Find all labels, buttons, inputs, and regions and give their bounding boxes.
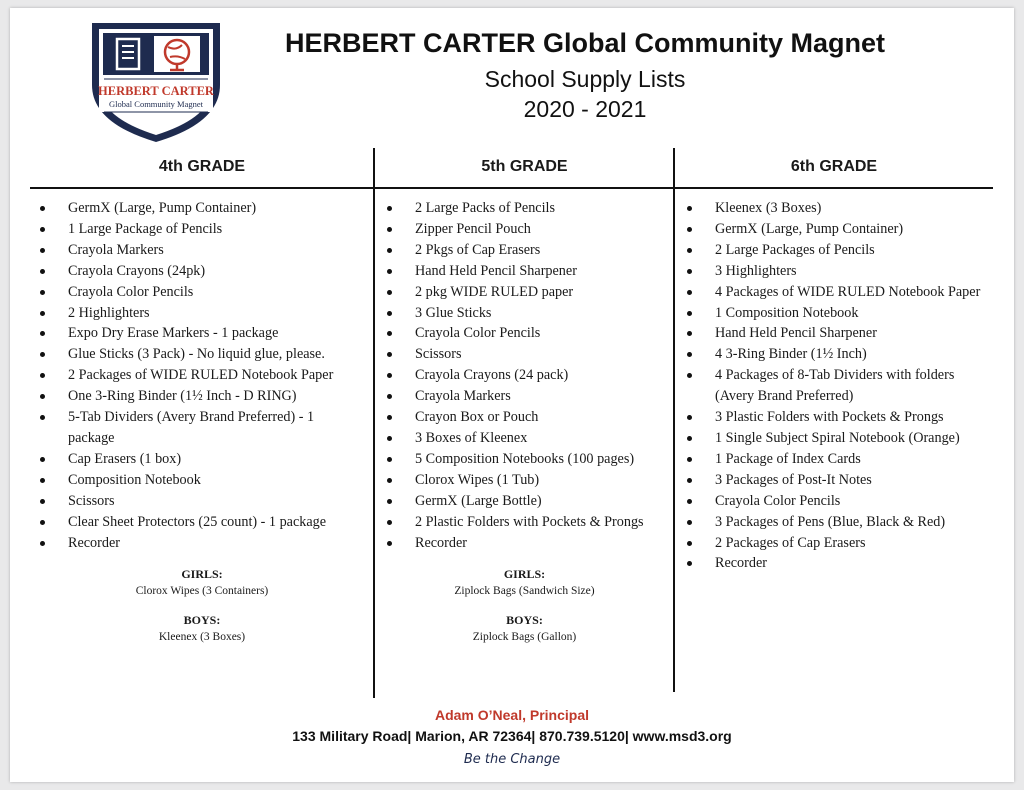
girls-item: Clorox Wipes (3 Containers)	[135, 585, 269, 597]
school-logo	[86, 15, 226, 145]
list-item: Hand Held Pencil Sharpener	[685, 323, 985, 344]
list-item: 4 Packages of 8-Tab Dividers with folders (Avery Brand Preferred)	[685, 365, 985, 407]
list-item: Kleenex (3 Boxes)	[685, 198, 985, 219]
list-item: GermX (Large, Pump Container)	[685, 219, 985, 240]
girls-note-4th	[30, 566, 374, 600]
list-item: Crayola Crayons (24pk)	[38, 261, 358, 282]
list-item: 5 Composition Notebooks (100 pages)	[385, 449, 670, 470]
logo-name-line1: HERBERT CARTER	[98, 84, 214, 98]
school-year: 2020 - 2021	[523, 96, 647, 122]
list-item: Crayola Color Pencils	[38, 282, 358, 303]
boys-note-5th	[375, 612, 674, 646]
list-item: 1 Package of Index Cards	[685, 449, 985, 470]
supply-list-page	[10, 8, 1014, 782]
list-item: 2 Packages of WIDE RULED Notebook Paper	[38, 365, 358, 386]
list-5th-grade	[385, 198, 670, 553]
list-item: 2 Highlighters	[38, 303, 358, 324]
logo-name-line2: Global Community Magnet	[109, 99, 203, 109]
list-item: 2 Large Packs of Pencils	[385, 198, 670, 219]
list-item: GermX (Large Bottle)	[385, 491, 670, 512]
list-item: 2 pkg WIDE RULED paper	[385, 282, 670, 303]
list-item: 3 Highlighters	[685, 261, 985, 282]
list-item: Crayola Markers	[385, 386, 670, 407]
list-item: Scissors	[385, 344, 670, 365]
list-item: 3 Packages of Post-It Notes	[685, 470, 985, 491]
list-item: Recorder	[38, 533, 358, 554]
list-item: Recorder	[685, 553, 985, 574]
list-item: Hand Held Pencil Sharpener	[385, 261, 670, 282]
globe-icon	[154, 36, 200, 72]
list-item: 1 Composition Notebook	[685, 303, 985, 324]
list-item: Clorox Wipes (1 Tub)	[385, 470, 670, 491]
heading-6th-grade: 6th GRADE	[790, 158, 878, 175]
logo-est: EST. 2018	[140, 120, 172, 129]
list-item: Composition Notebook	[38, 470, 358, 491]
list-item: 3 Boxes of Kleenex	[385, 428, 670, 449]
list-item: 1 Single Subject Spiral Notebook (Orange)	[685, 428, 985, 449]
list-item: Crayola Color Pencils	[385, 323, 670, 344]
girls-item: Ziplock Bags (Sandwich Size)	[454, 585, 595, 597]
list-item: Crayola Color Pencils	[685, 491, 985, 512]
list-item: Cap Erasers (1 box)	[38, 449, 358, 470]
list-item: Zipper Pencil Pouch	[385, 219, 670, 240]
school-motto: Be the Change	[463, 752, 561, 767]
principal-name: Adam O’Neal, Principal	[434, 707, 590, 723]
list-item: 2 Packages of Cap Erasers	[685, 533, 985, 554]
list-4th-grade	[38, 198, 358, 553]
girls-label: GIRLS:	[503, 567, 546, 581]
heading-4th-grade: 4th GRADE	[158, 158, 246, 175]
page-subtitle: School Supply Lists	[484, 66, 686, 92]
column-divider-2	[673, 148, 675, 692]
list-item: 4 3-Ring Binder (1½ Inch)	[685, 344, 985, 365]
boys-item: Kleenex (3 Boxes)	[158, 631, 246, 643]
list-item: 3 Packages of Pens (Blue, Black & Red)	[685, 512, 985, 533]
girls-label: GIRLS:	[181, 567, 223, 581]
list-item: Glue Sticks (3 Pack) - No liquid glue, please.	[38, 344, 358, 365]
list-item: 1 Large Package of Pencils	[38, 219, 358, 240]
page-title: HERBERT CARTER Global Community Magnet	[284, 28, 885, 58]
list-item: Crayon Box or Pouch	[385, 407, 670, 428]
list-item: 2 Pkgs of Cap Erasers	[385, 240, 670, 261]
list-item: 3 Plastic Folders with Pockets & Prongs	[685, 407, 985, 428]
list-item: GermX (Large, Pump Container)	[38, 198, 358, 219]
header-divider	[30, 187, 993, 189]
boys-label: BOYS:	[506, 613, 543, 627]
list-item: 2 Plastic Folders with Pockets & Prongs	[385, 512, 670, 533]
list-item: 3 Glue Sticks	[385, 303, 670, 324]
list-item: Expo Dry Erase Markers - 1 package	[38, 323, 358, 344]
list-item: One 3-Ring Binder (1½ Inch - D RING)	[38, 386, 358, 407]
school-address: 133 Military Road| Marion, AR 72364| 870.739.5120| www.msd3.org	[292, 728, 732, 744]
boys-note-4th	[30, 612, 374, 646]
list-item: Scissors	[38, 491, 358, 512]
list-item: Clear Sheet Protectors (25 count) - 1 package	[38, 512, 358, 533]
heading-5th-grade: 5th GRADE	[481, 158, 568, 175]
boys-label: BOYS:	[183, 613, 221, 627]
list-item: Crayola Crayons (24 pack)	[385, 365, 670, 386]
list-item: Recorder	[385, 533, 670, 554]
list-item: Crayola Markers	[38, 240, 358, 261]
list-item: 5-Tab Dividers (Avery Brand Preferred) - 1 package	[38, 407, 358, 449]
list-item: 4 Packages of WIDE RULED Notebook Paper	[685, 282, 985, 303]
list-6th-grade	[685, 198, 985, 574]
list-item: 2 Large Packages of Pencils	[685, 240, 985, 261]
girls-note-5th	[375, 566, 674, 600]
boys-item: Ziplock Bags (Gallon)	[472, 631, 577, 643]
